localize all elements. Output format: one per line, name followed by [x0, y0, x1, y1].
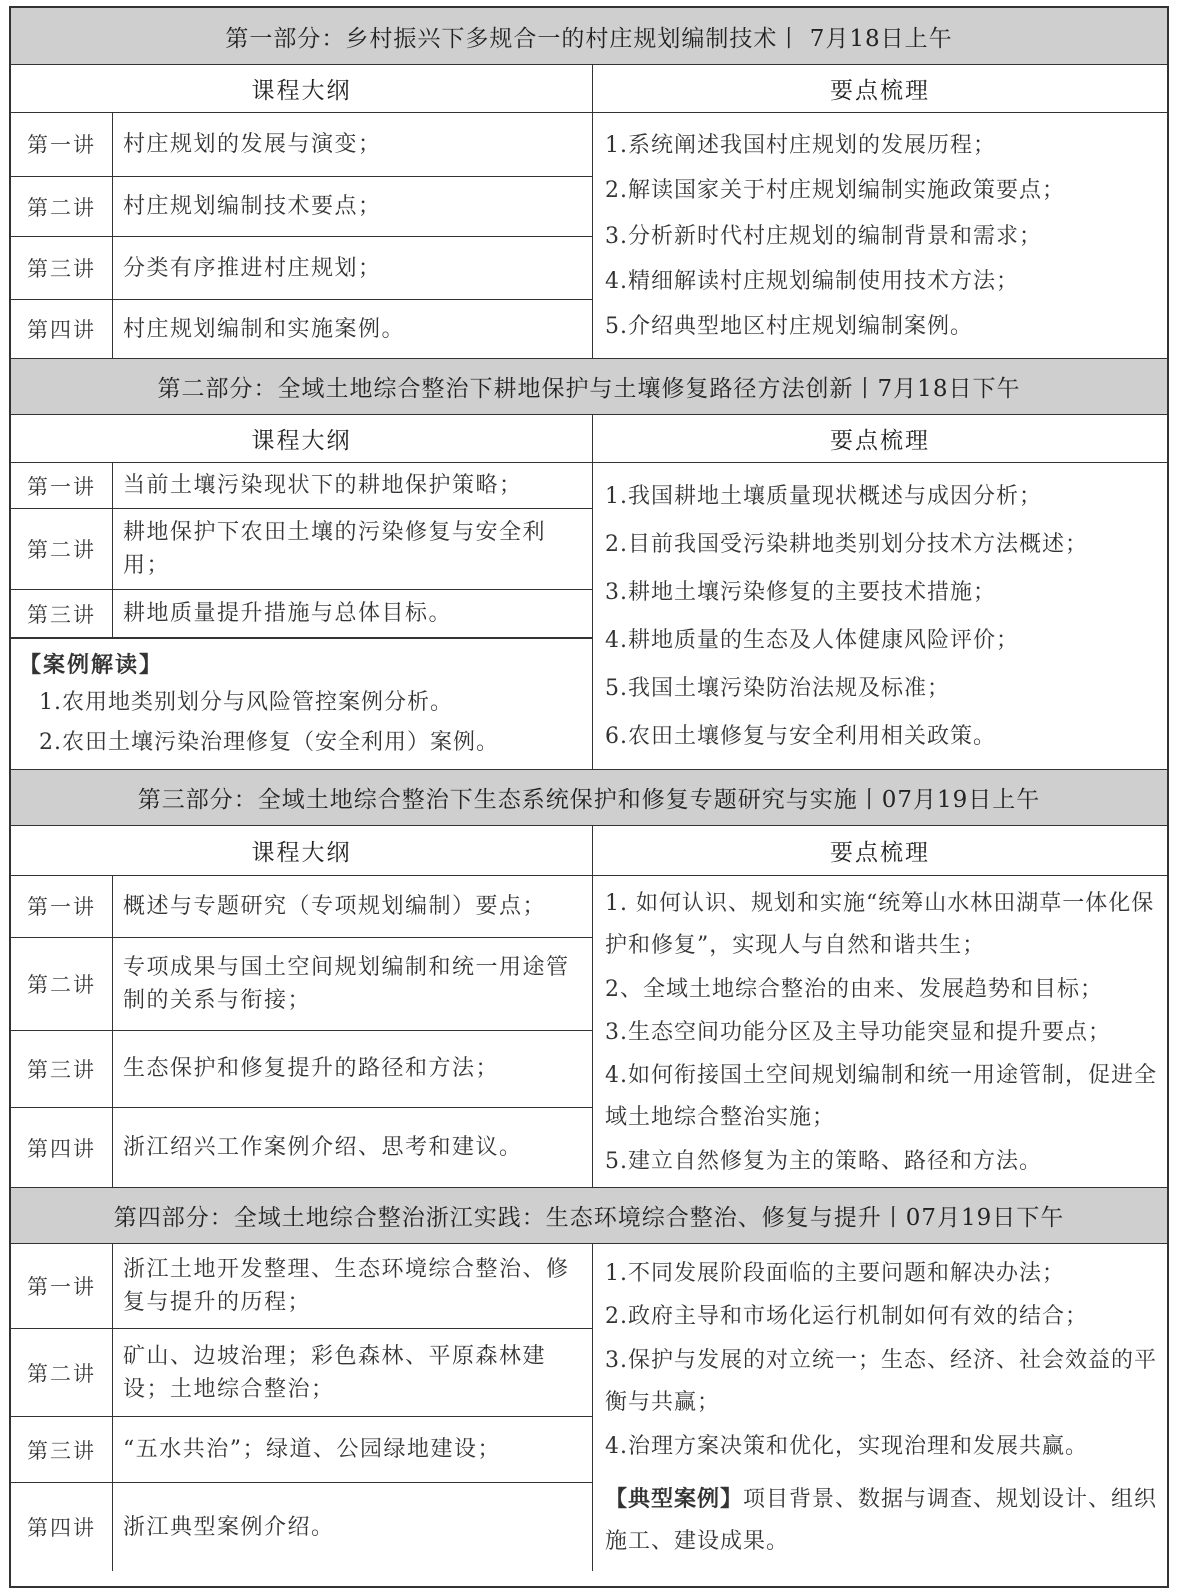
part-3-title: 第三部分：全域土地综合整治下生态系统保护和修复专题研究与实施丨07月19日上午 [11, 770, 1167, 826]
lecture-text: 当前土壤污染现状下的耕地保护策略； [123, 473, 523, 498]
key-point: 6.农田土壤修复与安全利用相关政策。 [605, 724, 996, 749]
key-point: 4.如何衔接国土空间规划编制和统一用途管制，促进全域土地综合整治实施； [605, 1063, 1157, 1130]
part-3-column-header [11, 826, 1167, 876]
key-points-header: 要点梳理 [830, 840, 930, 866]
lecture-row [11, 938, 592, 1031]
lecture-number: 第一讲 [11, 1244, 113, 1328]
key-point: 1.系统阐述我国村庄规划的发展历程； [605, 132, 996, 158]
lecture-row [11, 590, 592, 638]
lecture-text: 耕地质量提升措施与总体目标。 [123, 601, 453, 626]
case-study-box [11, 638, 592, 769]
lecture-number: 第二讲 [11, 1329, 113, 1416]
lecture-text: 村庄规划编制和实施案例。 [123, 316, 406, 342]
part-1-title: 第一部分：乡村振兴下多规合一的村庄规划编制技术丨 7月18日上午 [11, 8, 1167, 65]
case-study-item: 2.农田土壤污染治理修复（安全利用）案例。 [39, 730, 499, 755]
lecture-number: 第二讲 [11, 938, 113, 1030]
lecture-text: 分类有序推进村庄规划； [123, 255, 382, 281]
lecture-row [11, 1244, 592, 1329]
part-1-lectures [11, 113, 593, 358]
key-point: 2、全域土地综合整治的由来、发展趋势和目标； [605, 976, 1103, 1002]
lecture-number: 第四讲 [11, 300, 113, 358]
lecture-number: 第一讲 [11, 876, 113, 937]
part-2-title: 第二部分：全域土地综合整治下耕地保护与土壤修复路径方法创新丨7月18日下午 [11, 359, 1167, 415]
key-point: 2.目前我国受污染耕地类别划分技术方法概述； [605, 532, 1088, 557]
lecture-row [11, 237, 592, 300]
typical-case-label: 【典型案例】 [605, 1486, 744, 1513]
syllabus-header: 课程大纲 [11, 65, 593, 112]
lecture-number: 第三讲 [11, 1417, 113, 1482]
key-points-header: 要点梳理 [830, 428, 930, 454]
part-4-points [593, 1244, 1167, 1571]
part-3-lectures [11, 876, 593, 1187]
lecture-row [11, 1483, 592, 1571]
lecture-number: 第三讲 [11, 1031, 113, 1108]
part-1-points [593, 113, 1167, 358]
part-3-points [593, 876, 1167, 1187]
key-point: 2.解读国家关于村庄规划编制实施政策要点； [605, 178, 1065, 204]
lecture-row [11, 177, 592, 238]
syllabus-header: 课程大纲 [11, 415, 593, 462]
key-point: 5.介绍典型地区村庄规划编制案例。 [605, 314, 973, 340]
key-point: 4.耕地质量的生态及人体健康风险评价； [605, 628, 1019, 653]
lecture-text: 概述与专题研究（专项规划编制）要点； [123, 893, 547, 919]
part-2-lectures [11, 463, 593, 769]
lecture-text: 村庄规划的发展与演变； [123, 131, 382, 157]
key-point: 3.保护与发展的对立统一；生态、经济、社会效益的平衡与共赢； [605, 1347, 1157, 1415]
key-point: 5.我国土壤污染防治法规及标准； [605, 676, 950, 701]
key-point: 1. 如何认识、规划和实施“统筹山水林田湖草一体化保护和修复”，实现人与自然和谐共生； [605, 891, 1155, 958]
lecture-text: 浙江土地开发整理、生态环境综合整治、修复与提升的历程； [123, 1257, 570, 1315]
key-points-header: 要点梳理 [830, 78, 930, 104]
course-table [9, 6, 1169, 1588]
part-4-lectures [11, 1244, 593, 1571]
lecture-row [11, 463, 592, 509]
lecture-row [11, 1108, 592, 1187]
part-3-body [11, 876, 1167, 1188]
lecture-number: 第三讲 [11, 590, 113, 637]
typical-case [605, 1468, 1161, 1565]
lecture-row [11, 509, 592, 590]
key-point: 3.分析新时代村庄规划的编制背景和需求； [605, 223, 1042, 249]
part-4-title: 第四部分：全域土地综合整治浙江实践：生态环境综合整治、修复与提升丨07月19日下午 [11, 1188, 1167, 1244]
lecture-number: 第一讲 [11, 463, 113, 508]
part-2-column-header [11, 415, 1167, 463]
lecture-number: 第四讲 [11, 1108, 113, 1187]
lecture-row [11, 1329, 592, 1417]
lecture-row [11, 300, 592, 358]
lecture-text: 生态保护和修复提升的路径和方法； [123, 1056, 500, 1082]
lecture-text: “五水共治”；绿道、公园绿地建设； [123, 1437, 501, 1462]
part-1-column-header [11, 65, 1167, 113]
key-point: 4.精细解读村庄规划编制使用技术方法； [605, 268, 1019, 294]
lecture-number: 第一讲 [11, 113, 113, 176]
case-study-item: 1.农用地类别划分与风险管控案例分析。 [39, 690, 453, 715]
lecture-text: 浙江典型案例介绍。 [123, 1514, 335, 1540]
key-point: 4.治理方案决策和优化，实现治理和发展共赢。 [605, 1433, 1088, 1459]
key-point: 1.我国耕地土壤质量现状概述与成因分析； [605, 484, 1042, 509]
part-2-points [593, 463, 1167, 769]
key-point: 3.生态空间功能分区及主导功能突显和提升要点； [605, 1019, 1111, 1045]
lecture-row [11, 1417, 592, 1483]
part-4-body [11, 1244, 1167, 1571]
lecture-number: 第四讲 [11, 1483, 113, 1571]
part-1-body [11, 113, 1167, 359]
case-study-title: 【案例解读】 [19, 652, 164, 678]
lecture-text: 矿山、边坡治理；彩色森林、平原森林建设；土地综合整治； [123, 1343, 547, 1402]
part-2-body [11, 463, 1167, 770]
lecture-text: 专项成果与国土空间规划编制和统一用途管制的关系与衔接； [123, 954, 570, 1013]
lecture-number: 第二讲 [11, 509, 113, 589]
key-point: 1.不同发展阶段面临的主要问题和解决办法； [605, 1260, 1065, 1286]
lecture-text: 村庄规划编制技术要点； [123, 194, 382, 220]
key-point: 5.建立自然修复为主的策略、路径和方法。 [605, 1148, 1042, 1174]
lecture-number: 第三讲 [11, 237, 113, 299]
lecture-number: 第二讲 [11, 177, 113, 237]
lecture-row [11, 113, 592, 177]
typical-case-text: 项目背景、数据与调查、规划设计、组织施工、建设成果。 [605, 1487, 1158, 1555]
key-point: 3.耕地土壤污染修复的主要技术措施； [605, 580, 996, 605]
lecture-row [11, 876, 592, 938]
lecture-text: 浙江绍兴工作案例介绍、思考和建议。 [123, 1135, 523, 1161]
lecture-text: 耕地保护下农田土壤的污染修复与安全利用； [123, 520, 547, 578]
key-point: 2.政府主导和市场化运行机制如何有效的结合； [605, 1303, 1088, 1329]
syllabus-header: 课程大纲 [11, 826, 593, 875]
lecture-row [11, 1031, 592, 1109]
